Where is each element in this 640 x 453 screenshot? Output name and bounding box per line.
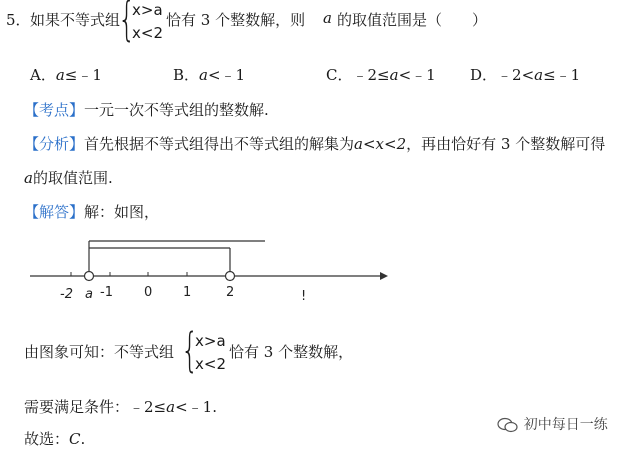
label-a: a	[85, 287, 93, 302]
option-a-text: ≤﹣1	[64, 66, 102, 84]
label-0: 0	[144, 285, 153, 300]
option-b-label: B．	[173, 66, 200, 84]
fenxi-tag: 【分析】	[24, 135, 85, 153]
fenxi-var: a<x<2	[354, 135, 407, 153]
label-2: 2	[226, 285, 235, 300]
brace-icon: {	[118, 0, 136, 46]
kaodian-line	[24, 99, 269, 120]
condition-line	[24, 396, 217, 417]
number-line-figure	[0, 230, 400, 310]
option-b[interactable]	[173, 64, 245, 85]
label-minus-2: -2	[60, 287, 73, 302]
conclusion-prefix: 由图象可知：不等式组	[24, 343, 175, 361]
fenxi-text-a: 首先根据不等式组得出不等式组的解集为	[84, 135, 355, 153]
option-a-var: a	[55, 66, 65, 84]
option-d-var: a	[534, 66, 544, 84]
wechat-icon	[497, 416, 519, 434]
option-a-label: A．	[30, 66, 56, 84]
option-c-pre: ﹣2≤	[352, 66, 390, 84]
option-c[interactable]	[326, 64, 436, 85]
label-1: 1	[183, 285, 192, 300]
brace-icon: {	[181, 323, 199, 377]
option-d-pre: ﹣2<	[497, 66, 535, 84]
option-c-text: <﹣1	[398, 66, 436, 84]
condition-text-b: <﹣1.	[175, 398, 217, 416]
option-c-label: C．	[326, 66, 353, 84]
question-prefix: 如果不等式组	[30, 11, 121, 29]
question-number: 5．	[6, 11, 31, 29]
fenxi-line-2	[24, 167, 113, 188]
jieda-line	[24, 201, 159, 222]
open-circle-a	[85, 272, 94, 281]
system-row-1: x>a	[132, 1, 163, 19]
watermark	[497, 414, 608, 434]
stray-mark: !	[301, 289, 307, 304]
open-circle-2	[226, 272, 235, 281]
fenxi-var-2: a	[24, 169, 33, 187]
option-a[interactable]	[30, 64, 102, 85]
conclusion-row-2: x<2	[195, 355, 226, 373]
option-b-text: <﹣1	[207, 66, 246, 84]
jieda-text: 解：如图，	[84, 203, 160, 221]
kaodian-tag: 【考点】	[24, 101, 85, 119]
option-d[interactable]	[470, 64, 580, 85]
system-row-2: x<2	[132, 24, 163, 42]
answer-text-a: 故选：	[24, 430, 70, 448]
option-d-text: ≤﹣1	[543, 66, 581, 84]
question-suffix-b: 的取值范围是（ ）	[337, 11, 488, 29]
conclusion-suffix: 恰有 3 个整数解，	[229, 343, 354, 361]
kaodian-text: 一元一次不等式组的整数解.	[84, 101, 269, 119]
arrow-icon	[380, 272, 388, 280]
fenxi-line-1	[24, 133, 605, 154]
fenxi-text-2: 的取值范围.	[32, 169, 113, 187]
option-c-var: a	[389, 66, 399, 84]
answer-line	[24, 428, 85, 449]
condition-var: a	[166, 398, 176, 416]
answer-var: C	[69, 430, 81, 448]
conclusion-row-1: x>a	[195, 332, 226, 350]
answer-text-b: .	[80, 430, 86, 448]
jieda-tag: 【解答】	[24, 203, 85, 221]
option-d-label: D．	[470, 66, 498, 84]
question-suffix-a: 恰有 3 个整数解，则	[166, 11, 306, 29]
option-b-var: a	[199, 66, 208, 84]
fenxi-text-b: ，再由恰好有 3 个整数解可得	[406, 135, 606, 153]
watermark-text: 初中每日一练	[523, 417, 608, 433]
condition-text-a: 需要满足条件：﹣2≤	[24, 398, 167, 416]
question-var: a	[323, 9, 332, 27]
label-minus-1: -1	[100, 285, 113, 300]
